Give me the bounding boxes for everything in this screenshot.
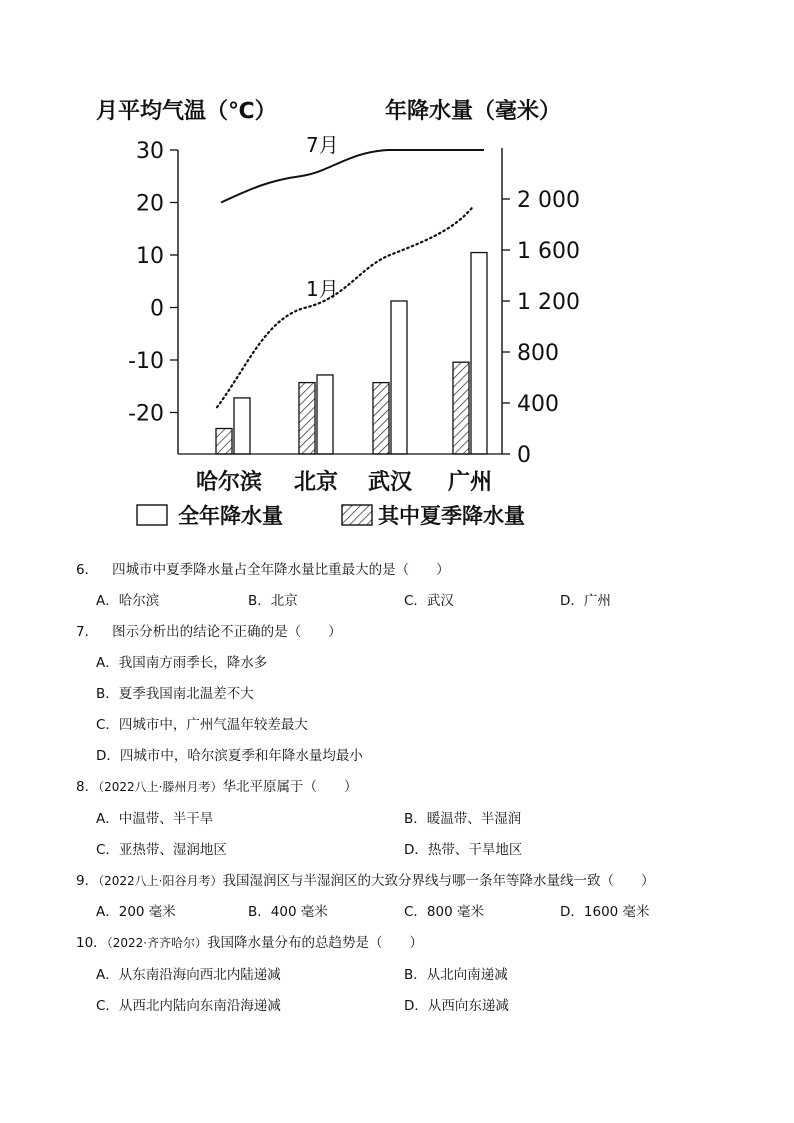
q9-option-b[interactable]: B．400 毫米 — [248, 904, 328, 920]
question-number: 9． — [76, 873, 99, 889]
q9-option-d[interactable]: D．1600 毫米 — [560, 904, 650, 920]
annual-precip-bar — [234, 398, 250, 454]
q10-option-a[interactable]: A．从东南沿海向西北内陆递减 — [96, 967, 281, 983]
question-number: 7． — [76, 624, 99, 640]
q8-option-c[interactable]: C．亚热带、湿润地区 — [96, 842, 227, 858]
q8-option-d[interactable]: D．热带、干旱地区 — [404, 842, 523, 858]
left-tick-label: 20 — [136, 191, 164, 217]
right-tick-label: 800 — [517, 341, 559, 366]
q7-option-d[interactable]: D．四城市中，哈尔滨夏季和年降水量均最小 — [96, 748, 363, 764]
right-tick-label: 1 600 — [517, 239, 580, 264]
q6-option-a[interactable]: A．哈尔滨 — [96, 593, 160, 609]
q7-option-a[interactable]: A．我国南方雨季长，降水多 — [96, 655, 268, 671]
january-temperature-line — [217, 208, 472, 408]
question-number: 10． — [76, 935, 107, 951]
left-tick-label: 10 — [136, 244, 164, 269]
q9-option-c[interactable]: C．800 毫米 — [404, 904, 484, 920]
right-tick-label: 0 — [517, 443, 531, 468]
q10-option-b[interactable]: B．从北向南递减 — [404, 967, 508, 983]
question-7 — [76, 623, 342, 641]
summer-precip-bar — [216, 429, 232, 455]
january-line-label: 1月 — [306, 277, 339, 301]
legend-summer-swatch — [342, 505, 372, 525]
july-line-label: 7月 — [306, 133, 339, 157]
q6-option-d[interactable]: D．广州 — [560, 593, 611, 609]
q10-option-c[interactable]: C．从西北内陆向东南沿海递减 — [96, 998, 281, 1014]
left-tick-label: 0 — [150, 296, 164, 322]
left-tick-label: -20 — [128, 401, 164, 427]
july-temperature-line — [221, 150, 484, 203]
question-number: 8． — [76, 779, 99, 795]
question-8 — [76, 778, 357, 796]
right-tick-label: 2 000 — [517, 188, 580, 213]
category-label: 广州 — [447, 470, 493, 495]
legend-summer-label: 其中夏季降水量 — [378, 504, 525, 528]
question-source: （2022八上·阳谷月考） — [98, 874, 223, 888]
q6-option-c[interactable]: C．武汉 — [404, 593, 454, 609]
annual-precip-bar — [317, 375, 333, 454]
question-10 — [76, 934, 423, 952]
question-stem: 华北平原属于（ ） — [222, 779, 358, 795]
summer-precip-bar — [453, 362, 469, 454]
right-tick-label: 400 — [517, 392, 559, 417]
annual-precip-bar — [471, 253, 487, 454]
question-9 — [76, 872, 654, 890]
climate-chart — [0, 0, 794, 540]
question-stem: 我国降水量分布的总趋势是（ ） — [207, 935, 424, 951]
left-axis-title: 月平均气温（℃） — [96, 99, 277, 124]
summer-precip-bar — [373, 383, 389, 454]
q8-option-b[interactable]: B．暖温带、半湿润 — [404, 811, 522, 827]
right-axis-title: 年降水量（毫米） — [385, 99, 562, 124]
q8-option-a[interactable]: A．中温带、半干旱 — [96, 811, 214, 827]
question-number: 6． — [76, 562, 99, 578]
q7-option-b[interactable]: B．夏季我国南北温差不大 — [96, 686, 254, 702]
left-tick-label: -10 — [128, 349, 164, 374]
category-label: 北京 — [293, 470, 339, 495]
legend — [137, 504, 525, 528]
legend-total-label: 全年降水量 — [178, 504, 283, 528]
annual-precip-bar — [391, 301, 407, 454]
right-tick-label: 1 200 — [517, 290, 580, 315]
question-source: （2022·齐齐哈尔） — [106, 936, 208, 950]
question-stem: 四城市中夏季降水量占全年降水量比重最大的是（ ） — [112, 562, 450, 578]
question-stem: 图示分析出的结论不正确的是（ ） — [112, 624, 342, 640]
question-stem: 我国湿润区与半湿润区的大致分界线与哪一条年等降水量线一致（ ） — [222, 873, 655, 889]
question-source: （2022八上·滕州月考） — [98, 780, 223, 794]
category-label: 武汉 — [367, 470, 413, 495]
legend-total-swatch — [137, 505, 167, 525]
q10-option-d[interactable]: D．从西向东递减 — [404, 998, 509, 1014]
q7-option-c[interactable]: C．四城市中，广州气温年较差最大 — [96, 717, 308, 733]
q6-option-b[interactable]: B．北京 — [248, 593, 298, 609]
left-tick-label: 30 — [136, 139, 164, 164]
q9-option-a[interactable]: A．200 毫米 — [96, 904, 176, 920]
summer-precip-bar — [299, 383, 315, 454]
category-label: 哈尔滨 — [195, 470, 263, 495]
question-6 — [76, 561, 450, 579]
